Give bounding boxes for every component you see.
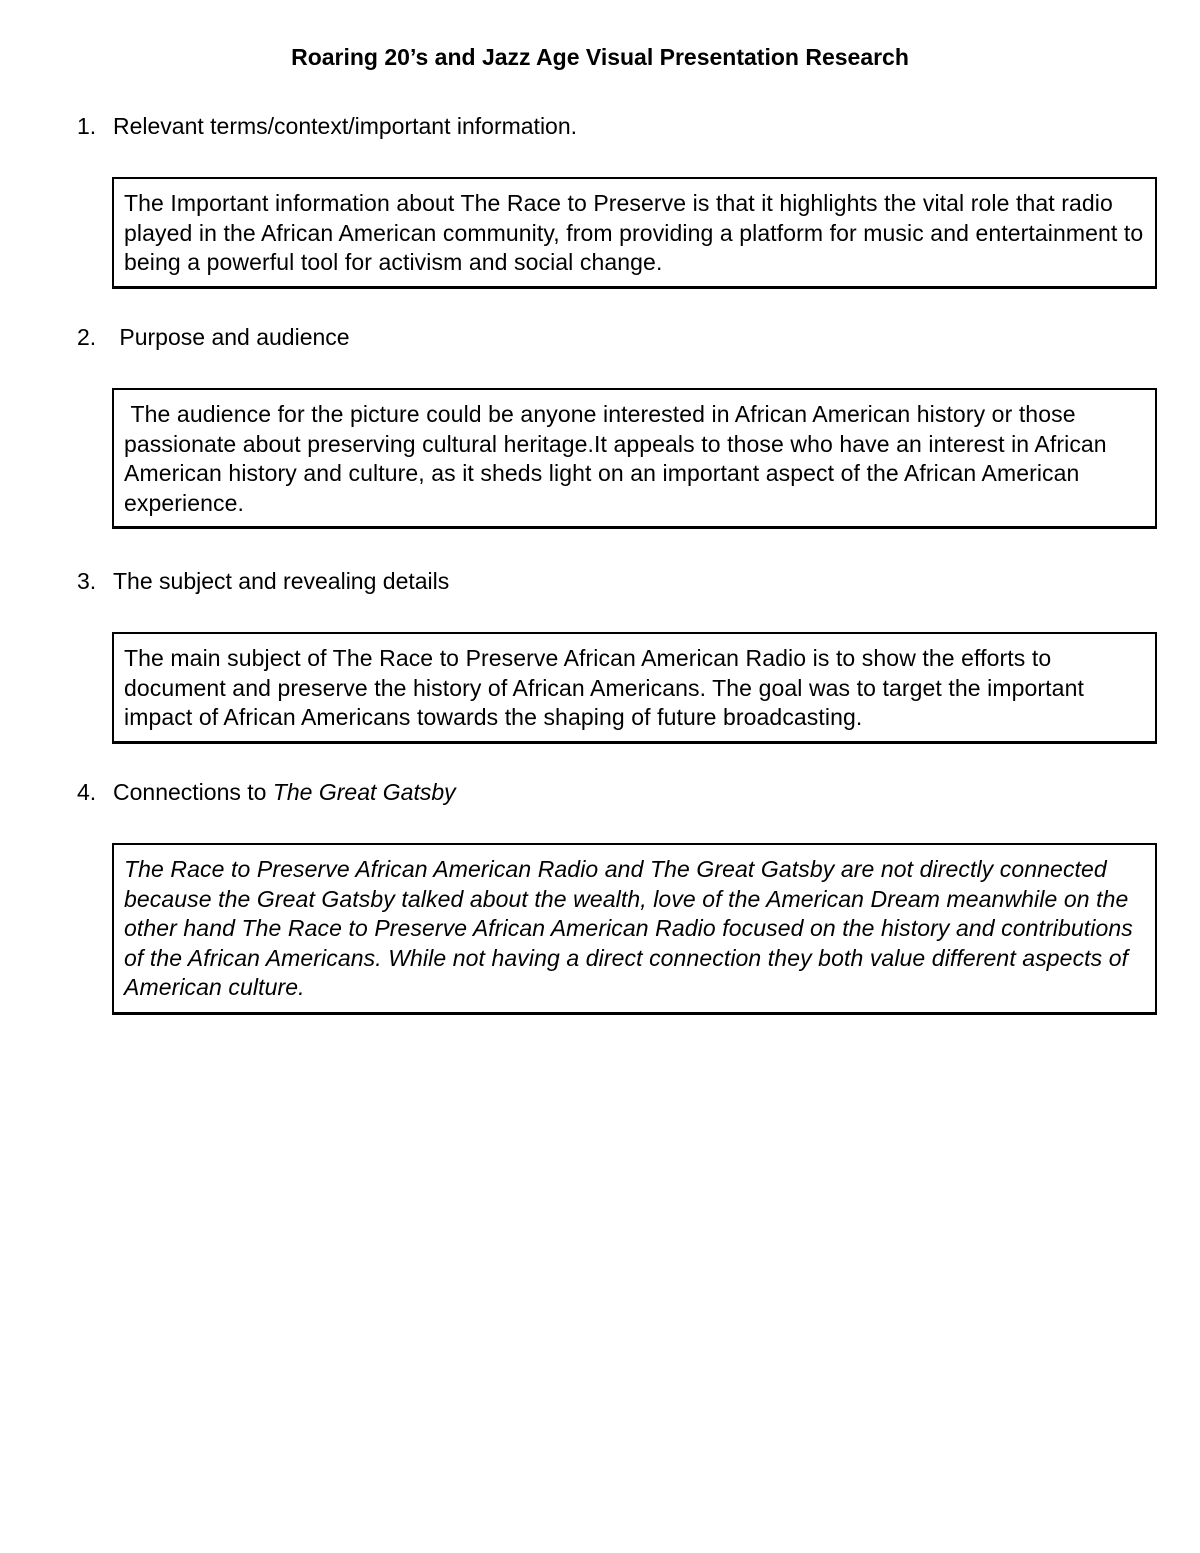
question-3-number: 3.: [77, 568, 97, 594]
answer-box-4: [112, 843, 1157, 1015]
question-4-number: 4.: [77, 779, 97, 805]
question-2-number: 2.: [77, 324, 97, 350]
answer-2-text: The audience for the picture could be anyone interested in African American history or those passionate about preserving cultural heritage.It appeals to those who have an interest in African American history and culture, as it sheds light on an important aspect of the African American experience.: [124, 401, 1112, 516]
answer-box-2: [112, 388, 1157, 529]
question-4-label-book-title: The Great Gatsby: [272, 779, 456, 805]
question-1-label: Relevant terms/context/important information.: [113, 113, 578, 139]
page-title: Roaring 20’s and Jazz Age Visual Presentation Research: [291, 44, 909, 70]
answer-box-1: [112, 177, 1157, 289]
answer-1-text: The Important information about The Race to Preserve is that it highlights the vital role that radio played in the African American community, from providing a platform for music and entertainment to being a powerful tool for activism and social change.: [124, 190, 1144, 275]
question-2-label: Purpose and audience: [113, 324, 350, 350]
question-3-label: The subject and revealing details: [113, 568, 450, 594]
question-4-label: [113, 777, 456, 807]
answer-4-text: The Race to Preserve African American Radio and The Great Gatsby are not directly connected because the Great Gatsby talked about the wealth, love of the American Dream meanwhile on the other hand The Race to Preserve African American Radio focused on the history and contributions of the African Americans. While not having a direct connection they both value different aspects of American culture.: [124, 856, 1133, 1000]
question-1-number: 1.: [77, 113, 97, 139]
question-4-label-prefix: Connections to: [113, 779, 273, 805]
answer-3-text: The main subject of The Race to Preserve African American Radio is to show the efforts to document and preserve the history of African Americans. The goal was to target the important impact of African Americans towards the shaping of future broadcasting.: [124, 645, 1084, 730]
answer-box-3: [112, 632, 1157, 744]
